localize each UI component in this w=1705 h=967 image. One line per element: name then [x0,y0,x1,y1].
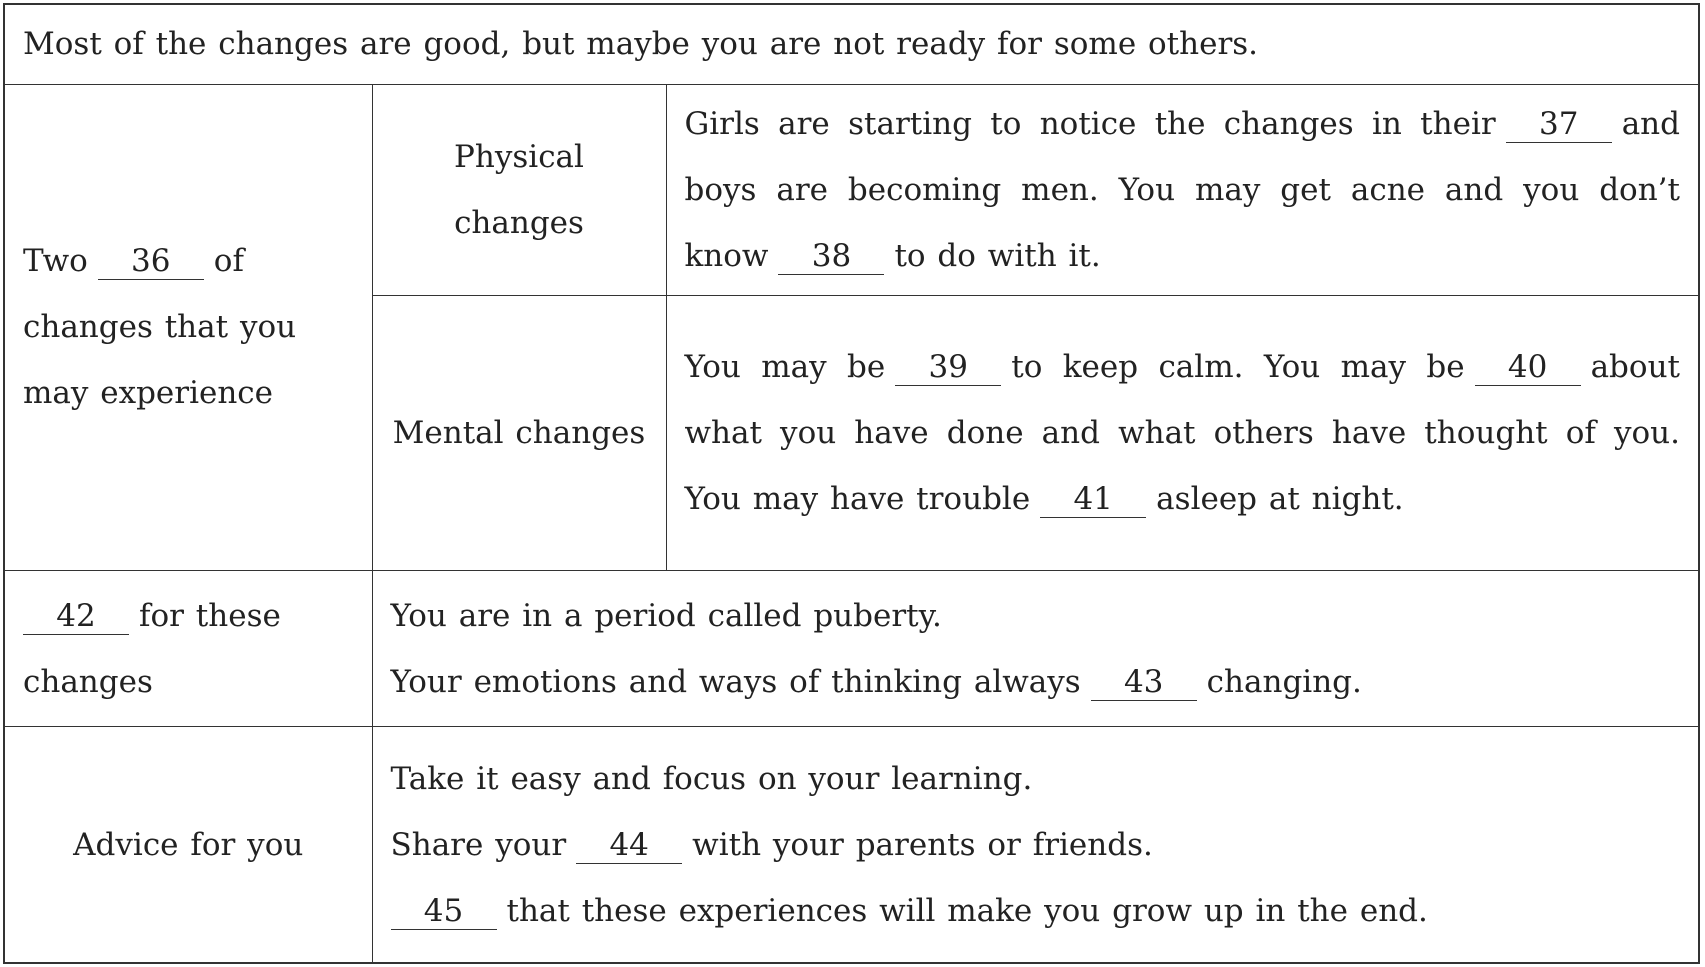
section1-label-before: Two [23,243,88,280]
mental-text-part3: about what you have done and what others have thought of you. You may have trouble [684,349,1680,518]
blank-45: 45 [391,893,497,930]
cloze-table-frame [3,3,1700,964]
section3-text-cell [372,727,1698,962]
cloze-table [5,5,1698,962]
blank-41: 41 [1040,481,1146,518]
section2-label-after: for these changes [23,597,281,700]
physical-row [5,84,1698,295]
physical-label-cell [372,84,666,295]
mental-text-part4: asleep at night. [1156,481,1404,518]
mental-text-cell [666,295,1698,570]
physical-label: Physical changes [454,138,584,241]
blank-40: 40 [1475,349,1581,386]
section1-label-after: of changes that you may experience [23,243,297,412]
physical-text-cell [666,84,1698,295]
mental-text-part2: to keep calm. You may be [1011,349,1465,386]
section1-label-cell [5,84,372,570]
reasons-row [5,571,1698,727]
section3-line3-after: that these experiences will make you grow up in the end. [506,892,1428,929]
section3-label: Advice for you [73,826,304,863]
blank-44: 44 [576,827,682,864]
section2-text-cell [372,571,1698,727]
physical-text-part1: Girls are starting to notice the changes in their [684,105,1496,142]
section3-line2-before: Share your [390,826,567,863]
section2-line2-after: changing. [1206,663,1362,700]
physical-text-part2: and boys are becoming men. You may get acne and you don’t know [684,105,1680,274]
blank-39: 39 [895,349,1001,386]
section2-label-cell [5,571,372,727]
mental-text-part1: You may be [684,349,886,386]
intro-row [5,5,1698,84]
blank-42: 42 [23,598,129,635]
section2-line2-before: Your emotions and ways of thinking always [390,663,1081,700]
advice-row [5,727,1698,962]
blank-37: 37 [1506,106,1612,143]
section2-line1: You are in a period called puberty. [390,597,942,634]
section3-line3 [391,878,1681,944]
intro-cell [5,5,1698,84]
blank-36: 36 [98,243,204,280]
intro-text: Most of the changes are good, but maybe you are not ready for some others. [23,26,1259,63]
physical-text-part3: to do with it. [894,237,1101,274]
mental-label: Mental changes [392,415,646,452]
section3-line2 [391,812,1681,878]
section3-line2-after: with your parents or friends. [692,826,1153,863]
section3-label-cell [5,727,372,962]
mental-label-cell [372,295,666,570]
section2-line2 [391,649,1681,715]
blank-43: 43 [1091,664,1197,701]
blank-38: 38 [778,238,884,275]
section3-line1: Take it easy and focus on your learning. [390,760,1033,797]
